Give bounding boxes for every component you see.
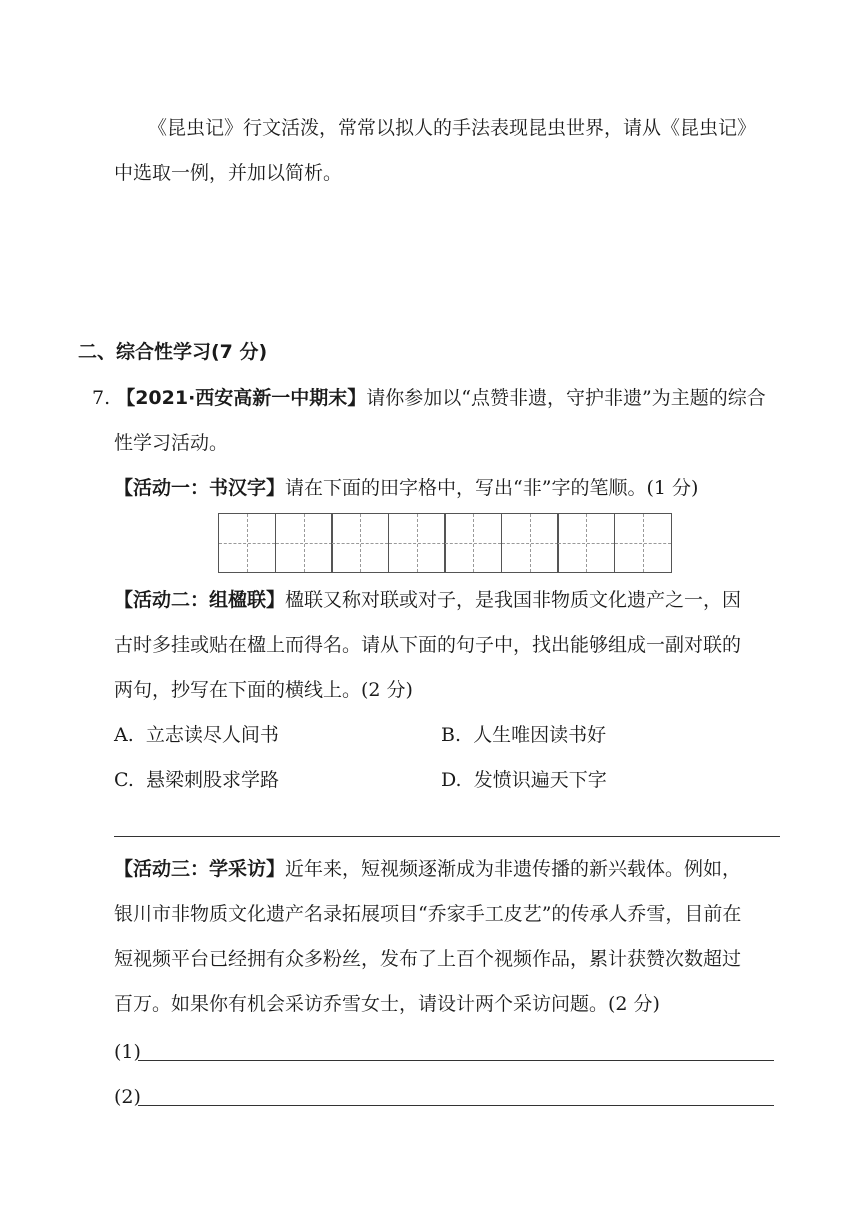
grid-cell[interactable]	[388, 513, 446, 573]
answer-line-1[interactable]	[138, 1060, 774, 1061]
activity-3-tag: 【活动三：学采访】	[114, 858, 286, 880]
activity-2-tag: 【活动二：组楹联】	[114, 589, 286, 611]
grid-cell[interactable]	[557, 513, 615, 573]
option-label: B.	[441, 724, 462, 746]
option-b	[441, 726, 606, 745]
option-a	[114, 726, 279, 745]
section-title: 二、综合性学习(7 分)	[78, 341, 268, 363]
intro-line-2: 中选取一例，并加以简析。	[114, 162, 343, 184]
grid-cell[interactable]	[331, 513, 389, 573]
grid-cell[interactable]	[614, 513, 672, 573]
activity-3-text: 近年来，短视频逐渐成为非遗传播的新兴载体。例如，	[285, 858, 742, 880]
tianzige-grid[interactable]	[218, 513, 670, 573]
activity-3-line-1	[114, 860, 741, 879]
option-label: A.	[114, 724, 134, 746]
question-7-line-1	[92, 389, 766, 408]
option-d	[441, 771, 607, 790]
option-label: D.	[441, 769, 462, 791]
answer-2-label: (2)	[114, 1086, 141, 1108]
grid-cell[interactable]	[501, 513, 559, 573]
activity-2-line-3: 两句，抄写在下面的横线上。(2 分)	[114, 679, 413, 701]
activity-3-line-4: 百万。如果你有机会采访乔雪女士，请设计两个采访问题。(2 分)	[114, 993, 660, 1015]
intro-line-1: 《昆虫记》行文活泼，常常以拟人的手法表现昆虫世界，请从《昆虫记》	[148, 117, 757, 139]
answer-1-label: (1)	[114, 1041, 141, 1063]
option-text: 发愤识遍天下字	[473, 769, 607, 791]
activity-1-text: 请在下面的田字格中，写出“非”字的笔顺。(1 分)	[285, 477, 699, 499]
activity-2-line-1	[114, 591, 741, 610]
activity-3-line-2: 银川市非物质文化遗产名录拓展项目“乔家手工皮艺”的传承人乔雪，目前在	[114, 903, 742, 925]
option-text: 悬梁刺股求学路	[146, 769, 280, 791]
activity-3-line-3: 短视频平台已经拥有众多粉丝，发布了上百个视频作品，累计获赞次数超过	[114, 948, 742, 970]
activity-1-tag: 【活动一：书汉字】	[114, 477, 286, 499]
activity-2-line-2: 古时多挂或贴在楹上而得名。请从下面的句子中，找出能够组成一副对联的	[114, 634, 742, 656]
option-label: C.	[114, 769, 134, 791]
answer-line-couplet[interactable]	[114, 836, 780, 837]
activity-2-text: 楹联又称对联或对子，是我国非物质文化遗产之一，因	[285, 589, 742, 611]
question-7-line-2: 性学习活动。	[114, 432, 229, 454]
grid-cell[interactable]	[275, 513, 333, 573]
question-source: 【2021·西安高新一中期末】	[116, 387, 367, 409]
option-c	[114, 771, 279, 790]
question-7-text: 请你参加以“点赞非遗，守护非遗”为主题的综合	[366, 387, 766, 409]
grid-cell[interactable]	[444, 513, 502, 573]
answer-line-2[interactable]	[138, 1105, 774, 1106]
option-text: 人生唯因读书好	[473, 724, 607, 746]
grid-cell[interactable]	[218, 513, 276, 573]
option-text: 立志读尽人间书	[145, 724, 279, 746]
question-number: 7.	[92, 387, 111, 409]
activity-1	[114, 479, 698, 498]
